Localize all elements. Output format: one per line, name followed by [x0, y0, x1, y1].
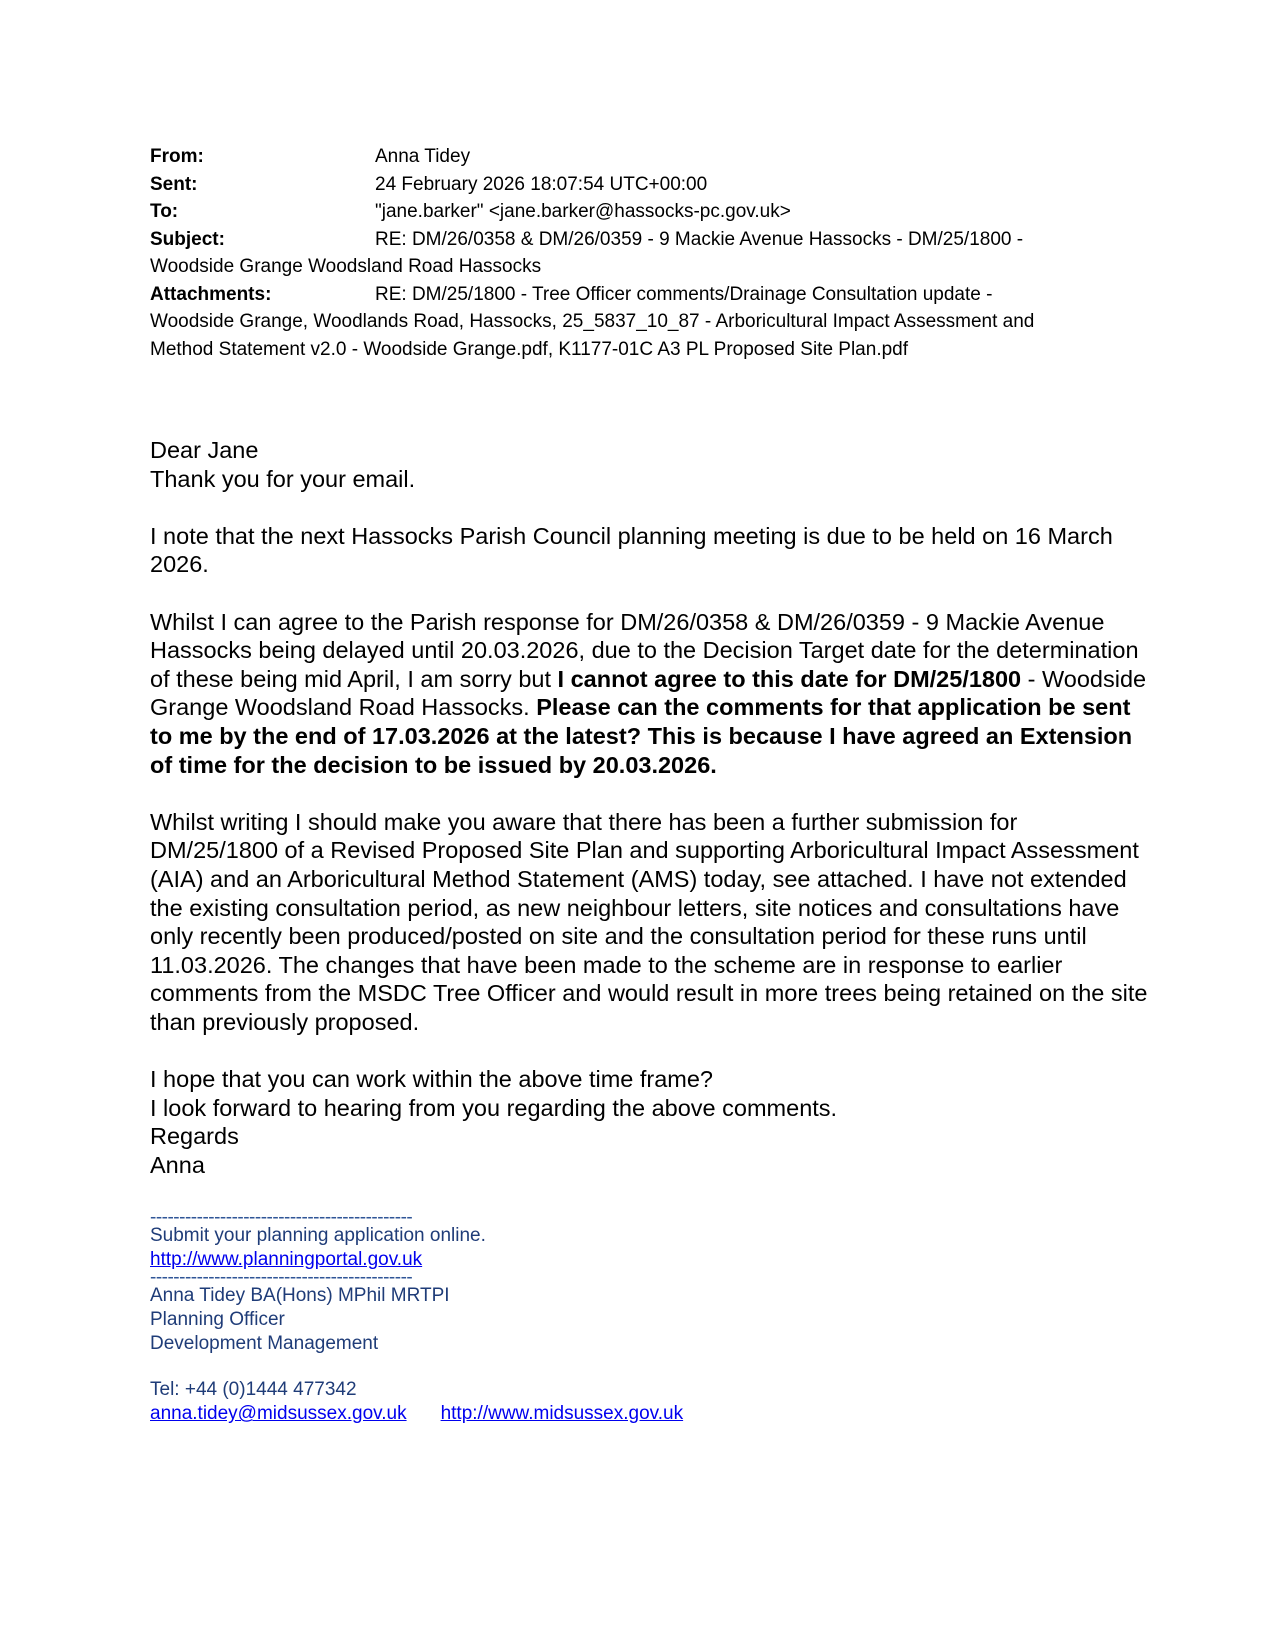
submit-text: Submit your planning application online. — [150, 1225, 486, 1247]
email-body — [150, 436, 1150, 1179]
to-row — [150, 198, 1150, 226]
paragraph-deadline — [150, 608, 1150, 780]
paragraph-deadline-c: - Woodside Grange Woodsland Road Hassocks. — [150, 665, 1147, 721]
subject-row-cont — [150, 253, 1150, 281]
paragraph-deadline-bold-b: I cannot agree to this date for DM/25/1800 — [557, 665, 1022, 692]
signature-name: Anna Tidey BA(Hons) MPhil MRTPI — [150, 1285, 450, 1307]
closing-line-1: I hope that you can work within the above time frame? — [150, 1066, 714, 1093]
to-label: To: — [150, 201, 179, 222]
attachments-row-cont1 — [150, 308, 1150, 336]
email-header — [150, 143, 1150, 363]
paragraph-meeting: I note that the next Hassocks Parish Council planning meeting is due to be held on 16 March 2026. — [150, 522, 1113, 578]
attachments-row-cont2 — [150, 336, 1150, 364]
thanks-line: Thank you for your email. — [150, 465, 416, 492]
signature-department: Development Management — [150, 1333, 379, 1355]
paragraph-submission: Whilst writing I should make you aware that there has been a further submission for DM/25/1800 of a Revised Proposed Site Plan and supporting Arboricultural Impact Assessment (AIA) and an Arboricultural Method Statement (AMS) today, see attached. I have not extended the existing consultation period, as new neighbour letters, site notices and consultations have only recently been produced/posted on site and the consultation period for these runs until 11.03.2026. The changes that have been made to the scheme are in response to earlier comments from the MSDC Tree Officer and would result in more trees being retained on the site than previously proposed. — [150, 808, 1148, 1035]
to-value: "jane.barker" <jane.barker@hassocks-pc.gov.uk> — [375, 201, 791, 222]
paragraph-deadline-a: Whilst I can agree to the Parish response for DM/26/0358 & DM/26/0359 - 9 Mackie Avenue Hassocks being delayed until 20.03.2026, due to the Decision Target date for the determination of these being mid April, I am sorry but — [150, 608, 1139, 692]
website-link[interactable]: http://www.midsussex.gov.uk — [440, 1403, 684, 1425]
from-row — [150, 143, 1150, 171]
sent-row — [150, 171, 1150, 199]
email-link[interactable]: anna.tidey@midsussex.gov.uk — [150, 1403, 407, 1425]
subject-label: Subject: — [150, 228, 225, 250]
attachments-row — [150, 281, 1150, 309]
planning-portal-link[interactable]: http://www.planningportal.gov.uk — [150, 1249, 423, 1271]
closing-regards: Regards — [150, 1123, 239, 1150]
signature-role: Planning Officer — [150, 1309, 285, 1331]
paragraph-deadline-bold-d: Please can the comments for that application be sent to me by the end of 17.03.2026 at the latest? This is because I have agreed an Extension of time for the decision to be issued by 20.03.2026. — [150, 694, 1133, 778]
attachments-value-line1: RE: DM/25/1800 - Tree Officer comments/Drainage Consultation update - — [375, 283, 993, 305]
attachments-label: Attachments: — [150, 283, 272, 305]
subject-row — [150, 226, 1150, 254]
signature-links — [150, 1402, 1150, 1426]
signature-divider-bottom: --------------------------------------------- — [150, 1272, 413, 1285]
attachments-value-line3: Method Statement v2.0 - Woodside Grange.pdf, K1177-01C A3 PL Proposed Site Plan.pdf — [150, 338, 909, 360]
closing-signoff: Anna — [150, 1151, 205, 1178]
signature-divider-top: --------------------------------------------- — [150, 1212, 413, 1225]
subject-value-line2: Woodside Grange Woodsland Road Hassocks — [150, 256, 542, 277]
signature-tel: Tel: +44 (0)1444 477342 — [150, 1379, 357, 1401]
subject-value-line1: RE: DM/26/0358 & DM/26/0359 - 9 Mackie Avenue Hassocks - DM/25/1800 - — [375, 228, 1024, 250]
greeting: Dear Jane — [150, 437, 259, 463]
from-value: Anna Tidey — [375, 146, 471, 167]
attachments-value-line2: Woodside Grange, Woodlands Road, Hassocks, 25_5837_10_87 - Arboricultural Impact Assessment and — [150, 311, 1035, 332]
email-document — [150, 143, 1150, 1426]
sent-label: Sent: — [150, 173, 198, 195]
from-label: From: — [150, 146, 204, 167]
sent-value: 24 February 2026 18:07:54 UTC+00:00 — [375, 173, 708, 195]
email-signature — [150, 1212, 1150, 1426]
closing-line-2: I look forward to hearing from you regarding the above comments. — [150, 1094, 838, 1121]
